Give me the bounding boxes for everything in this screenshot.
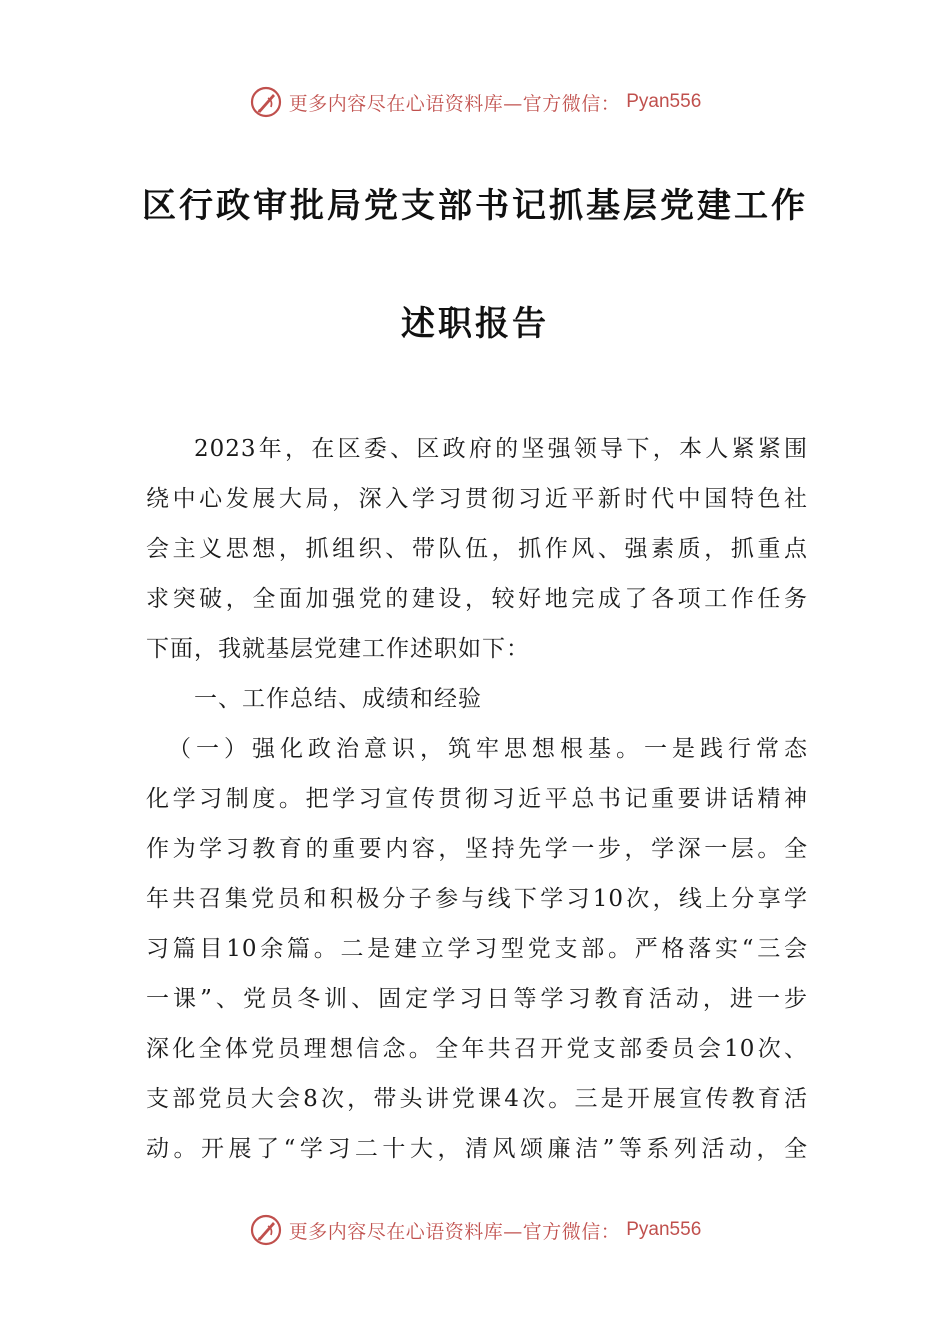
footer-watermark <box>0 1212 950 1248</box>
body-line: 求突破，全面加强党的建设，较好地完成了各项工作任务 <box>146 586 808 612</box>
body-line: 下面，我就基层党建工作述职如下： <box>146 636 530 662</box>
body-line: 深化全体党员理想信念。全年共召开党支部委员会10次、 <box>146 1036 808 1062</box>
header-watermark <box>0 84 950 120</box>
body-line: 绕中心发展大局，深入学习贯彻习近平新时代中国特色社 <box>146 486 808 512</box>
watermark-wechat-id: Pyan556 <box>626 1219 702 1240</box>
body-line: 作为学习教育的重要内容，坚持先学一步，学深一层。全 <box>146 836 808 862</box>
body-line: （一）强化政治意识，筑牢思想根基。一是践行常态 <box>168 736 808 762</box>
body-line: 一课”、党员冬训、固定学习日等学习教育活动，进一步 <box>146 986 808 1012</box>
body-line: 会主义思想，抓组织、带队伍，抓作风、强素质，抓重点 <box>146 536 808 562</box>
quill-pen-logo-icon <box>249 85 283 119</box>
watermark-wechat-id: Pyan556 <box>626 91 702 112</box>
body-line: 2023年，在区委、区政府的坚强领导下，本人紧紧围 <box>194 436 808 462</box>
body-line: 支部党员大会8次，带头讲党课4次。三是开展宣传教育活 <box>146 1086 808 1112</box>
watermark-text: 更多内容尽在心语资料库—官方微信： <box>288 1220 621 1243</box>
body-line: 动。开展了“学习二十大，清风颂廉洁”等系列活动，全 <box>146 1136 808 1162</box>
body-line: 年共召集党员和积极分子参与线下学习10次，线上分享学 <box>146 886 808 912</box>
section-heading: 一、工作总结、成绩和经验 <box>194 686 482 712</box>
quill-pen-logo-icon <box>249 1213 283 1247</box>
body-line: 化学习制度。把学习宣传贯彻习近平总书记重要讲话精神 <box>146 786 808 812</box>
document-title-line-1: 区行政审批局党支部书记抓基层党建工作 <box>142 186 808 226</box>
document-title-line-2: 述职报告 <box>401 304 549 344</box>
document-body <box>146 424 808 1174</box>
body-line: 习篇目10余篇。二是建立学习型党支部。严格落实“三会 <box>146 936 808 962</box>
watermark-text: 更多内容尽在心语资料库—官方微信： <box>288 92 621 115</box>
